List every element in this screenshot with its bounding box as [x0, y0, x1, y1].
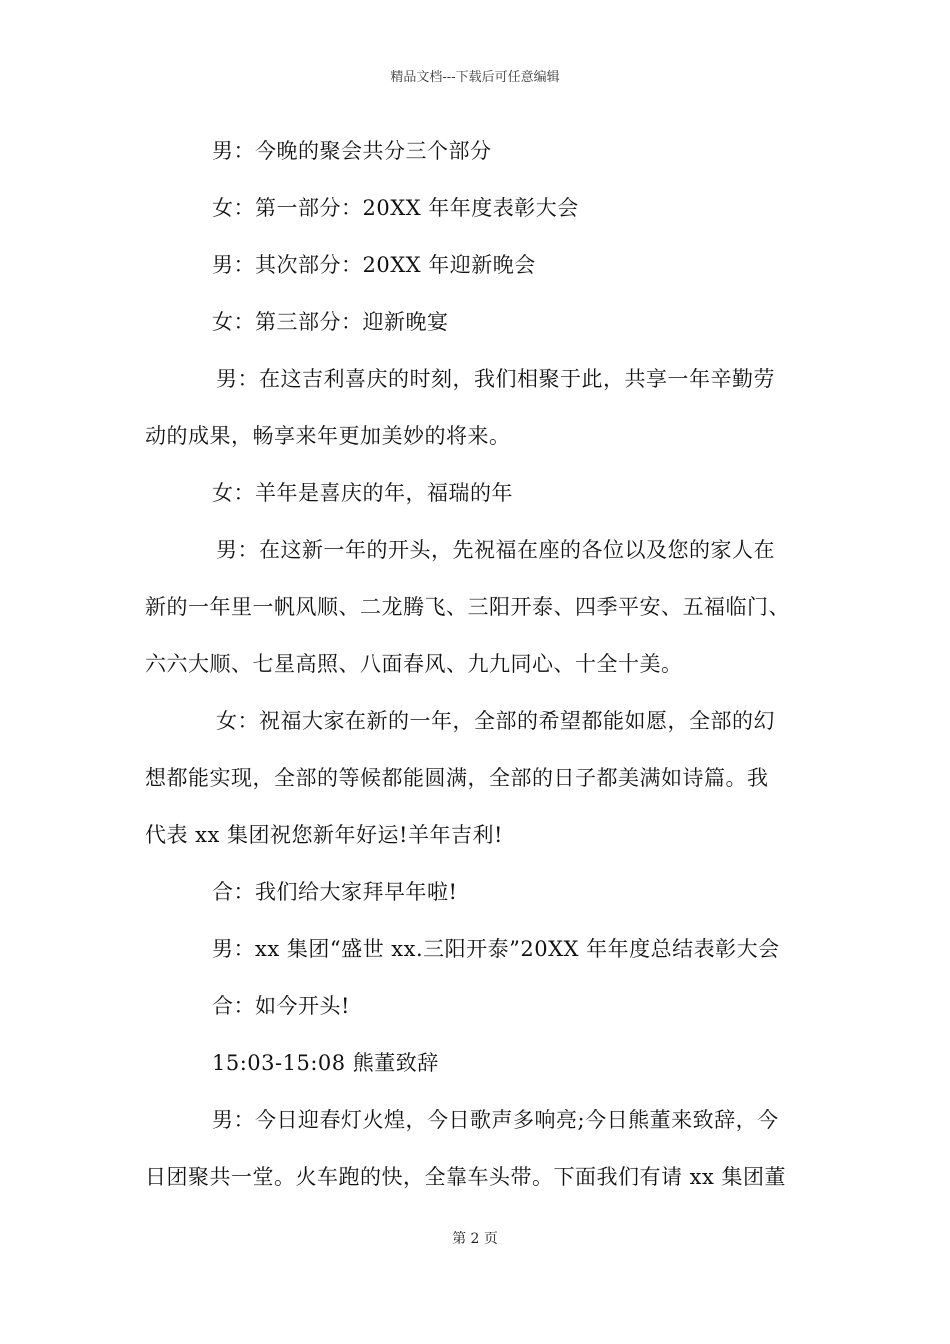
text-line: 合：我们给大家拜早年啦!: [212, 880, 458, 904]
text-line: 女：羊年是喜庆的年，福瑞的年: [212, 481, 513, 505]
text-line: 男：今日迎春灯火煌，今日歌声多响亮;今日熊董来致辞，今: [212, 1108, 779, 1132]
text-line: 女：第三部分：迎新晚宴: [212, 310, 449, 334]
text-line: 男：xx 集团“盛世 xx.三阳开泰”20XX 年年度总结表彰大会: [212, 937, 780, 961]
text-line: 合：如今开头!: [212, 994, 350, 1018]
text-line: 15:03-15:08 熊董致辞: [212, 1051, 439, 1075]
text-line: 女：第一部分：20XX 年年度表彰大会: [212, 196, 579, 220]
text-line: 代表 xx 集团祝您新年好运!羊年吉利!: [145, 823, 503, 847]
text-line: 男：今晚的聚会共分三个部分: [212, 139, 492, 163]
text-line: 新的一年里一帆风顺、二龙腾飞、三阳开泰、四季平安、五福临门、: [145, 595, 790, 619]
text-line: 男：其次部分：20XX 年迎新晚会: [212, 253, 536, 277]
text-line: 动的成果，畅享来年更加美妙的将来。: [145, 424, 511, 448]
text-line: 男：在这吉利喜庆的时刻，我们相聚于此，共享一年辛勤劳: [216, 367, 775, 391]
text-line: 男：在这新一年的开头，先祝福在座的各位以及您的家人在: [216, 538, 775, 562]
page-header: 精品文档---下载后可任意编辑: [390, 70, 560, 85]
text-line: 日团聚共一堂。火车跑的快，全靠车头带。下面我们有请 xx 集团董: [145, 1165, 787, 1189]
page-number: 第 2 页: [452, 1231, 498, 1247]
text-line: 六六大顺、七星高照、八面春风、九九同心、十全十美。: [145, 652, 683, 676]
text-line: 女：祝福大家在新的一年，全部的希望都能如愿，全部的幻: [216, 709, 775, 733]
text-line: 想都能实现，全部的等候都能圆满，全部的日子都美满如诗篇。我: [145, 766, 769, 790]
